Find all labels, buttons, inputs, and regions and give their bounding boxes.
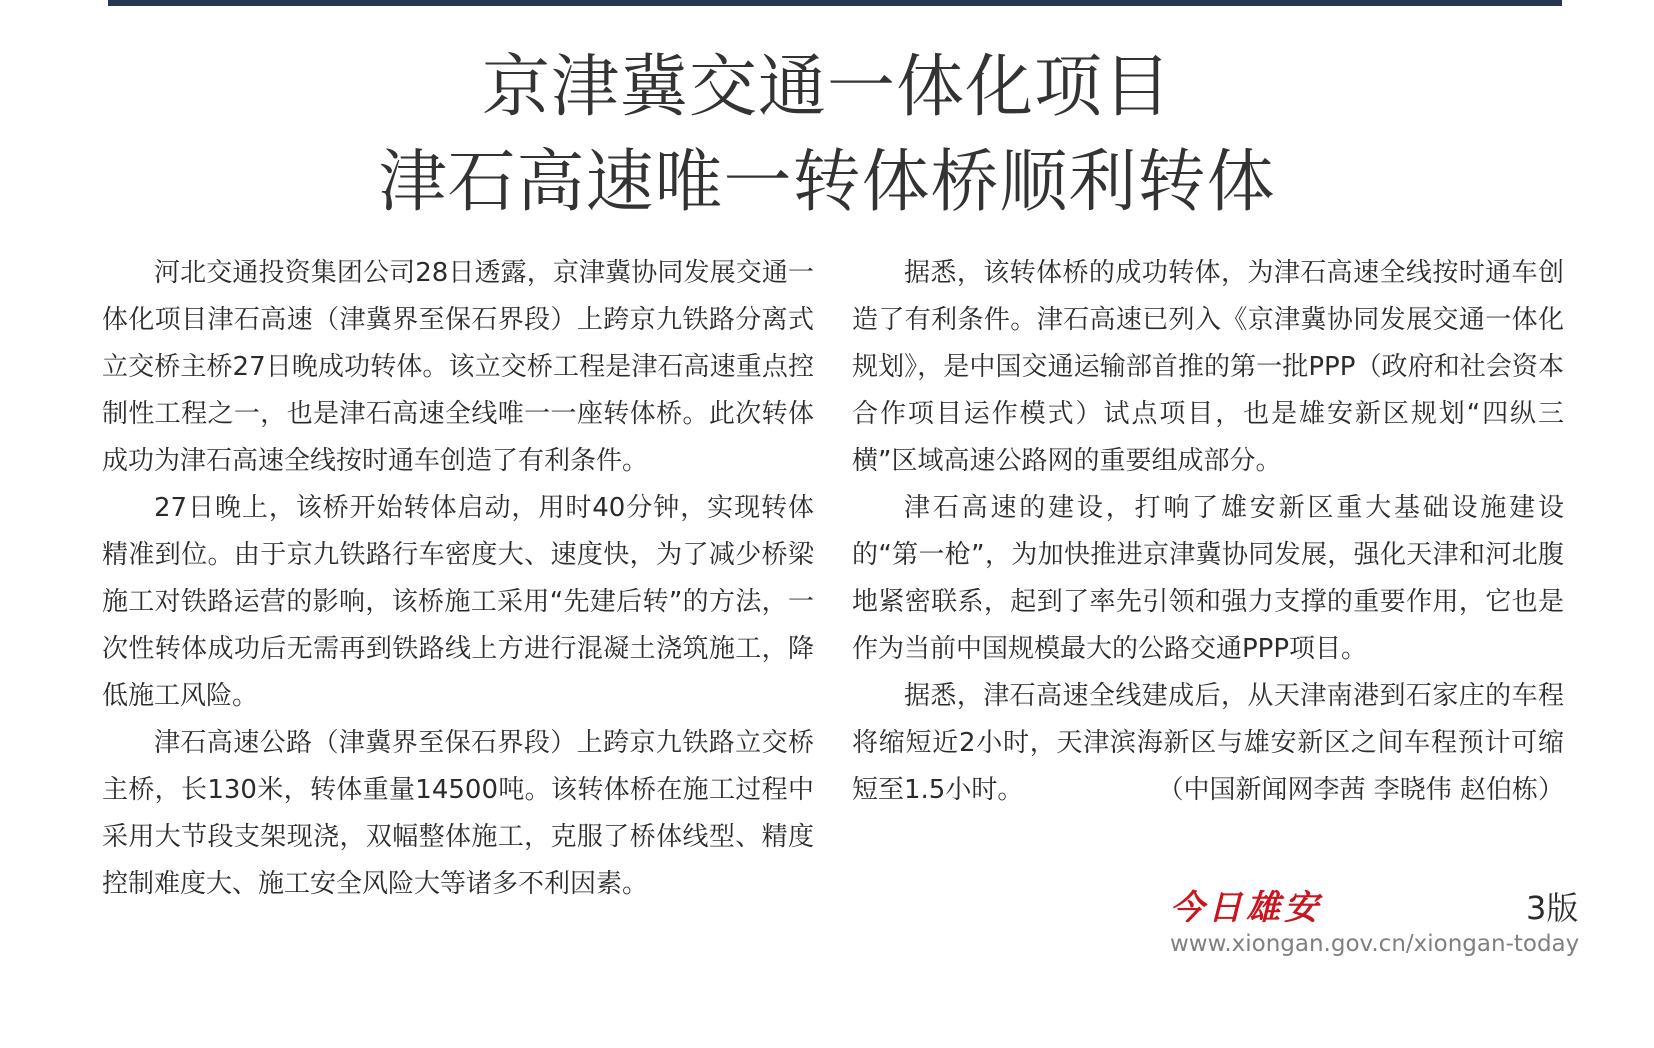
headline-line-1: 京津冀交通一体化项目 [481, 48, 1172, 127]
article-paragraph: 津石高速的建设，打响了雄安新区重大基础设施建设的“第一枪”，为加快推进京津冀协同发展，强化天津和河北腹地紧密联系，起到了率先引领和强力支撑的重要作用，它也是作为当前中国规模最大的公路交通PPP项目。 [852, 493, 1564, 664]
page-number: 3版 [1526, 889, 1579, 927]
article-paragraph: 据悉，该转体桥的成功转体，为津石高速全线按时通车创造了有利条件。津石高速已列入《京津冀协同发展交通一体化规划》，是中国交通运输部首推的第一批PPP（政府和社会资本合作项目运作模式）试点项目，也是雄安新区规划“四纵三横”区域高速公路网的重要组成部分。 [852, 258, 1564, 476]
article-byline: （中国新闻网李茜 李晓伟 赵伯栋） [1157, 775, 1564, 805]
top-accent-bar [108, 0, 1562, 6]
article-column-right [852, 250, 1564, 814]
article-column-left [102, 250, 814, 908]
masthead-logo: 今日雄安 [1170, 888, 1322, 928]
article-paragraph-last [852, 673, 1564, 814]
headline-line-2: 津石高速唯一转体桥顺利转体 [378, 143, 1276, 222]
article-paragraph: 河北交通投资集团公司28日透露，京津冀协同发展交通一体化项目津石高速（津冀界至保石界段）上跨京九铁路分离式立交桥主桥27日晚成功转体。该立交桥工程是津石高速重点控制性工程之一，也是津石高速全线唯一一座转体桥。此次转体成功为津石高速全线按时通车创造了有利条件。 [102, 258, 814, 476]
site-url-link[interactable]: www.xiongan.gov.cn/xiongan-today [1170, 931, 1580, 957]
article-paragraph: 27日晚上，该桥开始转体启动，用时40分钟，实现转体精准到位。由于京九铁路行车密度大、速度快，为了减少桥梁施工对铁路运营的影响，该桥施工采用“先建后转”的方法，一次性转体成功后无需再到铁路线上方进行混凝土浇筑施工，降低施工风险。 [102, 493, 814, 711]
article-paragraph: 津石高速公路（津冀界至保石界段）上跨京九铁路立交桥主桥，长130米，转体重量14500吨。该转体桥在施工过程中采用大节段支架现浇，双幅整体施工，克服了桥体线型、精度控制难度大、施工安全风险大等诸多不利因素。 [102, 728, 814, 899]
article-paragraph-text: 据悉，津石高速全线建成后，从天津南港到石家庄的车程将缩短近2小时，天津滨海新区与雄安新区之间车程预计可缩短至1.5小时。 [852, 681, 1564, 805]
